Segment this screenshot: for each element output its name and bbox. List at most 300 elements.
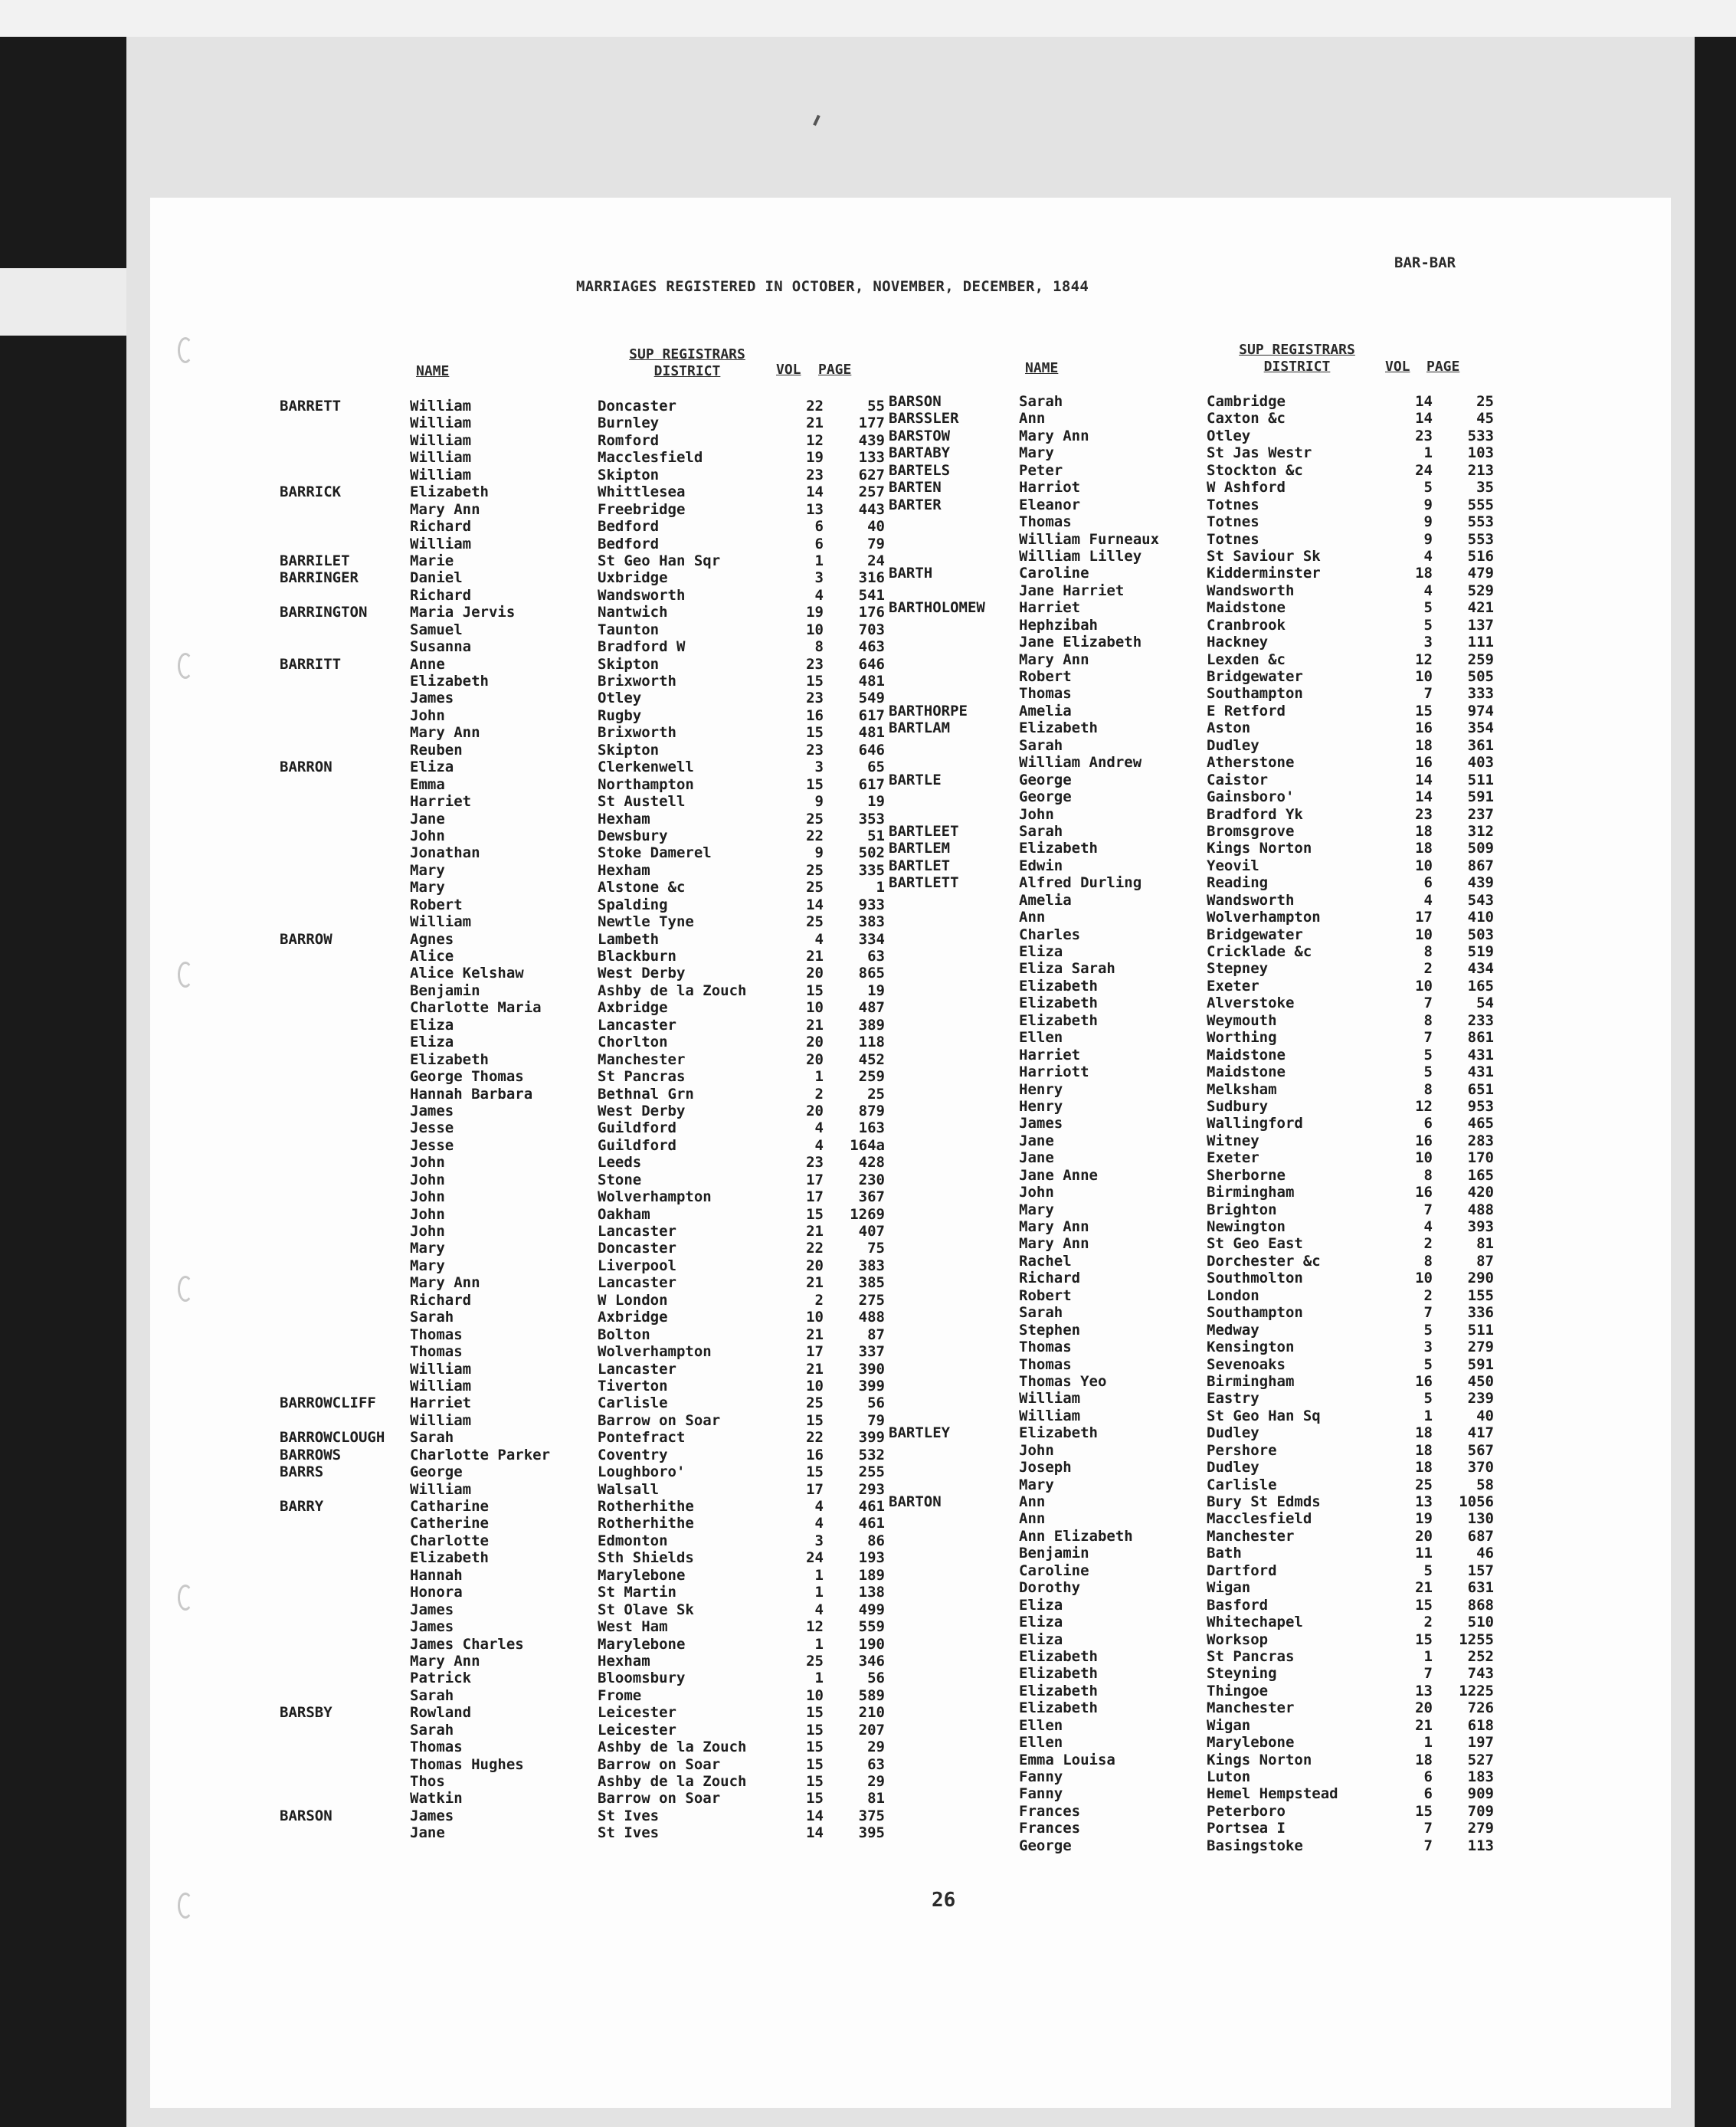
entry-page: 189	[858, 1566, 885, 1584]
entry-page: 481	[858, 673, 885, 690]
entry-district: Barrow on Soar	[598, 1755, 721, 1773]
entry-page: 137	[1467, 616, 1494, 634]
entry-page: 163	[858, 1119, 885, 1137]
entry-page: 509	[1467, 840, 1494, 857]
entry-forename: James	[410, 1102, 454, 1119]
entry-surname: BARTLETT	[889, 874, 959, 892]
entry-volume: 5	[1423, 599, 1433, 617]
entry-district: Ashby de la Zouch	[598, 982, 747, 999]
entry-volume: 23	[806, 466, 824, 483]
entry-page: 230	[858, 1171, 885, 1188]
entry-volume: 4	[1423, 1218, 1433, 1235]
entry-forename: James	[410, 690, 454, 707]
entry-district: Coventry	[598, 1446, 668, 1463]
page-title: MARRIAGES REGISTERED IN OCTOBER, NOVEMBER, DECEMBER, 1844	[576, 278, 1089, 295]
entry-page: 505	[1467, 668, 1494, 685]
entry-district: Eastry	[1207, 1390, 1259, 1408]
entry-forename: Edwin	[1019, 857, 1063, 874]
entry-district: Taunton	[598, 621, 660, 638]
entry-page: 79	[867, 1411, 885, 1429]
entry-forename: Caroline	[1019, 565, 1089, 582]
entry-page: 51	[867, 827, 885, 844]
entry-volume: 13	[1415, 1682, 1433, 1699]
entry-volume: 25	[806, 1395, 824, 1412]
entry-district: St Geo Han Sqr	[598, 552, 721, 569]
entry-page: 25	[1476, 393, 1494, 410]
entry-forename: James	[410, 1601, 454, 1618]
entry-forename: Fanny	[1019, 1785, 1063, 1803]
entry-district: Melksham	[1207, 1080, 1277, 1098]
entry-volume: 5	[1423, 1046, 1433, 1064]
entry-forename: Sarah	[1019, 1304, 1063, 1322]
entry-forename: Elizabeth	[1019, 995, 1098, 1012]
entry-forename: Frances	[1019, 1802, 1081, 1820]
entry-forename: William	[1019, 1390, 1081, 1408]
entry-page: 465	[1467, 1115, 1494, 1132]
entry-volume: 23	[806, 690, 824, 707]
entry-district: Kings Norton	[1207, 840, 1312, 857]
entry-district: Brixworth	[598, 724, 676, 742]
entry-volume: 10	[1415, 1270, 1433, 1287]
entry-forename: Amelia	[1019, 891, 1072, 909]
entry-district: Rotherhithe	[598, 1515, 694, 1532]
entry-page: 646	[858, 655, 885, 673]
entry-forename: Eliza	[1019, 1630, 1063, 1648]
entry-page: 703	[858, 621, 885, 638]
entry-surname: BARRY	[280, 1498, 324, 1515]
entry-volume: 17	[806, 1171, 824, 1188]
entry-forename: John	[410, 706, 445, 724]
entry-forename: Emma Louisa	[1019, 1751, 1115, 1768]
entry-volume: 7	[1423, 995, 1433, 1012]
entry-district: Wolverhampton	[598, 1188, 712, 1206]
entry-volume: 6	[1423, 1115, 1433, 1132]
entry-district: Barrow on Soar	[598, 1411, 721, 1429]
entry-forename: George	[1019, 1837, 1072, 1854]
entry-district: Basingstoke	[1207, 1837, 1303, 1854]
entry-volume: 2	[1423, 1286, 1433, 1304]
entry-volume: 19	[1415, 1510, 1433, 1528]
entry-district: Bury St Edmds	[1207, 1493, 1321, 1510]
entry-district: St Pancras	[598, 1068, 686, 1086]
entry-forename: Sarah	[410, 1686, 454, 1704]
entry-forename: Ann	[1019, 909, 1046, 926]
entry-forename: George	[410, 1463, 463, 1481]
entry-page: 24	[867, 552, 885, 569]
entry-page: 279	[1467, 1339, 1494, 1356]
entry-district: Whittlesea	[598, 483, 686, 501]
entry-page: 333	[1467, 685, 1494, 703]
entry-volume: 18	[1415, 565, 1433, 582]
entry-volume: 5	[1423, 1390, 1433, 1408]
entry-volume: 4	[814, 1498, 824, 1515]
entry-surname: BARTHOLOMEW	[889, 599, 985, 617]
entry-forename: Joseph	[1019, 1459, 1072, 1476]
entry-volume: 4	[1423, 891, 1433, 909]
entry-volume: 5	[1423, 1355, 1433, 1373]
entry-volume: 14	[1415, 788, 1433, 806]
entry-district: Kidderminster	[1207, 565, 1321, 582]
entry-page: 275	[858, 1291, 885, 1309]
entry-district: Birmingham	[1207, 1372, 1295, 1390]
entry-forename: Mary	[1019, 1201, 1054, 1218]
entry-volume: 1	[1423, 444, 1433, 462]
entry-page: 79	[867, 535, 885, 552]
entry-forename: Alfred Durling	[1019, 874, 1142, 892]
entry-forename: Mary	[410, 1240, 445, 1257]
entry-volume: 10	[806, 1686, 824, 1704]
entry-surname: BARROWCLOUGH	[280, 1429, 385, 1447]
entry-volume: 10	[806, 999, 824, 1017]
entry-page: 56	[867, 1670, 885, 1687]
entry-page: 40	[1476, 1407, 1494, 1424]
entry-forename: Peter	[1019, 461, 1063, 479]
right-district-header: SUP REGISTRARS DISTRICT	[1239, 342, 1355, 375]
entry-forename: Agnes	[410, 930, 454, 948]
entry-volume: 3	[1423, 1339, 1433, 1356]
entry-page: 113	[1467, 1837, 1494, 1854]
entry-volume: 15	[1415, 1802, 1433, 1820]
entry-volume: 10	[1415, 668, 1433, 685]
entry-district: St Ives	[598, 1807, 660, 1824]
entry-surname: BARROWCLIFF	[280, 1395, 376, 1412]
entry-volume: 16	[1415, 754, 1433, 772]
entry-volume: 14	[806, 483, 824, 501]
entry-page: 316	[858, 569, 885, 587]
entry-volume: 4	[814, 586, 824, 604]
entry-district: Guildford	[598, 1136, 676, 1154]
entry-forename: Thomas	[1019, 513, 1072, 531]
entry-surname: BARRON	[280, 759, 332, 776]
entry-surname: BARTHORPE	[889, 702, 968, 719]
entry-page: 354	[1467, 719, 1494, 737]
entry-page: 532	[858, 1446, 885, 1463]
entry-district: Loughboro'	[598, 1463, 686, 1481]
entry-page: 909	[1467, 1785, 1494, 1803]
entry-district: Dudley	[1207, 736, 1259, 754]
entry-surname: BARTABY	[889, 444, 951, 462]
entry-page: 463	[858, 638, 885, 656]
entry-district: W London	[598, 1291, 668, 1309]
entry-volume: 4	[814, 930, 824, 948]
entry-volume: 2	[1423, 960, 1433, 978]
entry-district: Totnes	[1207, 496, 1259, 513]
entry-page: 399	[858, 1377, 885, 1395]
entry-volume: 6	[1423, 874, 1433, 892]
entry-district: St Jas Westr	[1207, 444, 1312, 462]
entry-page: 519	[1467, 943, 1494, 960]
entry-forename: Jane	[410, 1824, 445, 1842]
entry-volume: 1	[814, 552, 824, 569]
entry-forename: William	[410, 1480, 472, 1498]
entry-page: 210	[858, 1704, 885, 1722]
entry-surname: BARROWS	[280, 1446, 342, 1463]
entry-district: Skipton	[598, 741, 660, 759]
entry-volume: 10	[1415, 1149, 1433, 1167]
entry-surname: BARTLET	[889, 857, 951, 874]
entry-forename: William	[1019, 1407, 1081, 1424]
entry-district: Uxbridge	[598, 569, 668, 587]
entry-district: Skipton	[598, 466, 660, 483]
entry-district: Sevenoaks	[1207, 1355, 1286, 1373]
entry-surname: BARRS	[280, 1463, 324, 1481]
entry-forename: Mary	[410, 879, 445, 896]
punch-hole	[178, 1893, 193, 1919]
entry-page: 383	[858, 1257, 885, 1274]
entry-page: 953	[1467, 1097, 1494, 1115]
entry-page: 1056	[1459, 1493, 1494, 1510]
entry-page: 190	[858, 1635, 885, 1653]
entry-district: Exeter	[1207, 977, 1259, 995]
entry-district: Birmingham	[1207, 1184, 1295, 1201]
entry-forename: Jesse	[410, 1119, 454, 1137]
entry-page: 213	[1467, 461, 1494, 479]
entry-district: Lexden &c	[1207, 651, 1286, 668]
entry-district: Manchester	[598, 1050, 686, 1068]
entry-district: Totnes	[1207, 530, 1259, 548]
entry-surname: BARSTOW	[889, 427, 951, 444]
entry-page: 133	[858, 449, 885, 467]
entry-page: 19	[867, 793, 885, 811]
entry-volume: 23	[806, 1154, 824, 1172]
entry-page: 385	[858, 1274, 885, 1292]
entry-forename: Jane Harriet	[1019, 582, 1125, 599]
entry-volume: 9	[814, 793, 824, 811]
entry-forename: Alice	[410, 948, 454, 965]
entry-district: Dudley	[1207, 1459, 1259, 1476]
entry-forename: Watkin	[410, 1790, 463, 1807]
entry-district: St Olave Sk	[598, 1601, 694, 1618]
entry-forename: James Charles	[410, 1635, 524, 1653]
entry-page: 687	[1467, 1527, 1494, 1545]
entry-district: Wallingford	[1207, 1115, 1303, 1132]
entry-page: 164a	[850, 1136, 885, 1154]
entry-volume: 6	[814, 535, 824, 552]
entry-volume: 20	[1415, 1699, 1433, 1717]
entry-district: Axbridge	[598, 1309, 668, 1326]
entry-page: 618	[1467, 1716, 1494, 1734]
punch-hole	[178, 962, 193, 988]
entry-page: 335	[858, 861, 885, 879]
entry-page: 481	[858, 724, 885, 742]
entry-page: 417	[1467, 1424, 1494, 1442]
entry-district: Hexham	[598, 1652, 650, 1670]
entry-page: 138	[858, 1584, 885, 1601]
entry-district: Wandsworth	[1207, 582, 1295, 599]
entry-district: Gainsboro'	[1207, 788, 1295, 806]
entry-forename: Elizabeth	[410, 1549, 489, 1567]
entry-forename: Elizabeth	[410, 483, 489, 501]
entry-volume: 21	[806, 1016, 824, 1034]
entry-volume: 7	[1423, 685, 1433, 703]
entry-forename: Mary	[410, 1257, 445, 1274]
entry-forename: Thomas Yeo	[1019, 1372, 1107, 1390]
entry-district: Weymouth	[1207, 1011, 1277, 1029]
entry-forename: Thomas	[1019, 1355, 1072, 1373]
entry-forename: William	[410, 913, 472, 931]
entry-forename: Elizabeth	[1019, 719, 1098, 737]
entry-volume: 13	[806, 500, 824, 518]
entry-page: 543	[1467, 891, 1494, 909]
entry-surname: BARSON	[280, 1807, 332, 1824]
entry-forename: William Lilley	[1019, 547, 1142, 565]
entry-forename: Jesse	[410, 1136, 454, 1154]
entry-page: 103	[1467, 444, 1494, 462]
entry-volume: 8	[814, 638, 824, 656]
entry-surname: BARRICK	[280, 483, 342, 501]
entry-forename: Thomas	[410, 1343, 463, 1361]
entry-district: Bromsgrove	[1207, 822, 1295, 840]
entry-forename: Richard	[410, 518, 472, 536]
entry-district: Otley	[598, 690, 642, 707]
entry-volume: 23	[1415, 805, 1433, 823]
entry-volume: 18	[1415, 1751, 1433, 1768]
entry-volume: 7	[1423, 1304, 1433, 1322]
entry-page: 40	[867, 518, 885, 536]
entry-district: Lambeth	[598, 930, 660, 948]
entry-district: St Austell	[598, 793, 686, 811]
entry-forename: John	[410, 827, 445, 844]
entry-district: Hexham	[598, 810, 650, 828]
entry-volume: 25	[806, 1652, 824, 1670]
entry-page: 183	[1467, 1768, 1494, 1785]
entry-district: Alverstoke	[1207, 995, 1295, 1012]
entry-district: Exeter	[1207, 1149, 1259, 1167]
entry-district: Doncaster	[598, 398, 676, 415]
entry-page: 431	[1467, 1064, 1494, 1081]
entry-volume: 14	[1415, 410, 1433, 428]
entry-volume: 14	[806, 896, 824, 913]
entry-volume: 14	[806, 1807, 824, 1824]
entry-volume: 16	[1415, 1184, 1433, 1201]
entry-forename: William	[410, 398, 472, 415]
entry-page: 541	[858, 586, 885, 604]
entry-page: 193	[858, 1549, 885, 1567]
entry-page: 461	[858, 1515, 885, 1532]
entry-volume: 14	[1415, 771, 1433, 788]
entry-district: Bolton	[598, 1326, 650, 1343]
entry-page: 334	[858, 930, 885, 948]
entry-page: 420	[1467, 1184, 1494, 1201]
entry-volume: 2	[814, 1291, 824, 1309]
entry-page: 279	[1467, 1820, 1494, 1837]
entry-volume: 1	[1423, 1407, 1433, 1424]
entry-forename: Henry	[1019, 1097, 1063, 1115]
entry-volume: 19	[806, 449, 824, 467]
entry-forename: Elizabeth	[1019, 840, 1098, 857]
entry-volume: 6	[814, 518, 824, 536]
entry-district: Witney	[1207, 1132, 1259, 1149]
entry-district: Dorchester &c	[1207, 1252, 1321, 1270]
entry-volume: 7	[1423, 1201, 1433, 1218]
entry-volume: 4	[814, 1601, 824, 1618]
entry-page: 383	[858, 913, 885, 931]
entry-forename: Mary	[1019, 444, 1054, 462]
entry-volume: 14	[1415, 393, 1433, 410]
entry-volume: 20	[806, 1050, 824, 1068]
entry-forename: Catharine	[410, 1498, 489, 1515]
entry-forename: Ann	[1019, 1510, 1046, 1528]
entry-page: 25	[867, 1085, 885, 1103]
left-name-header: NAME	[416, 363, 450, 379]
entry-page: 45	[1476, 410, 1494, 428]
entry-page: 553	[1467, 530, 1494, 548]
entry-district: Luton	[1207, 1768, 1251, 1785]
entry-forename: Eliza	[410, 1034, 454, 1051]
entry-forename: Eliza	[1019, 943, 1063, 960]
scan-left-tab	[0, 268, 134, 336]
entry-volume: 19	[806, 604, 824, 621]
right-name-header: NAME	[1025, 360, 1059, 376]
entry-forename: Elizabeth	[1019, 1699, 1098, 1717]
entry-forename: Elizabeth	[1019, 977, 1098, 995]
entry-forename: Rowland	[410, 1704, 472, 1722]
entry-page: 375	[858, 1807, 885, 1824]
entry-district: Worthing	[1207, 1029, 1277, 1047]
entry-forename: Hannah	[410, 1566, 463, 1584]
entry-district: Cranbrook	[1207, 616, 1286, 634]
entry-forename: Elizabeth	[1019, 1682, 1098, 1699]
entry-forename: John	[410, 1188, 445, 1206]
entry-volume: 18	[1415, 736, 1433, 754]
scan-top-margin	[0, 0, 1736, 37]
entry-forename: Jonathan	[410, 844, 480, 862]
entry-district: Sth Shields	[598, 1549, 694, 1567]
entry-district: Northampton	[598, 775, 694, 793]
entry-volume: 10	[806, 621, 824, 638]
entry-volume: 15	[806, 1755, 824, 1773]
entry-district: Manchester	[1207, 1527, 1295, 1545]
entry-volume: 25	[806, 913, 824, 931]
entry-volume: 15	[806, 1463, 824, 1481]
entry-page: 257	[858, 483, 885, 501]
entry-page: 29	[867, 1739, 885, 1756]
entry-page: 488	[1467, 1201, 1494, 1218]
entry-volume: 15	[806, 1739, 824, 1756]
entry-district: Leicester	[598, 1721, 676, 1739]
entry-forename: Sarah	[410, 1429, 454, 1447]
entry-district: Stone	[598, 1171, 642, 1188]
entry-volume: 21	[1415, 1579, 1433, 1597]
entry-district: Dartford	[1207, 1562, 1277, 1579]
entry-page: 861	[1467, 1029, 1494, 1047]
entry-forename: Sarah	[1019, 736, 1063, 754]
entry-district: Aston	[1207, 719, 1251, 737]
entry-volume: 8	[1423, 943, 1433, 960]
entry-volume: 4	[1423, 582, 1433, 599]
entry-district: Peterboro	[1207, 1802, 1286, 1820]
entry-volume: 10	[806, 1377, 824, 1395]
entry-forename: Benjamin	[1019, 1545, 1089, 1562]
entry-forename: Susanna	[410, 638, 472, 656]
entry-district: London	[1207, 1286, 1259, 1304]
entry-forename: John	[410, 1223, 445, 1240]
entry-volume: 22	[806, 398, 824, 415]
entry-forename: George	[1019, 771, 1072, 788]
entry-district: St Martin	[598, 1584, 676, 1601]
entry-district: Marylebone	[598, 1635, 686, 1653]
entry-forename: Harriet	[1019, 599, 1081, 617]
entry-page: 312	[1467, 822, 1494, 840]
entry-volume: 17	[806, 1188, 824, 1206]
entry-page: 452	[858, 1050, 885, 1068]
entry-page: 503	[1467, 926, 1494, 943]
entry-page: 197	[1467, 1734, 1494, 1752]
entry-forename: Charlotte Maria	[410, 999, 542, 1017]
entry-volume: 1	[814, 1635, 824, 1653]
entry-page: 35	[1476, 479, 1494, 497]
entry-district: Liverpool	[598, 1257, 676, 1274]
